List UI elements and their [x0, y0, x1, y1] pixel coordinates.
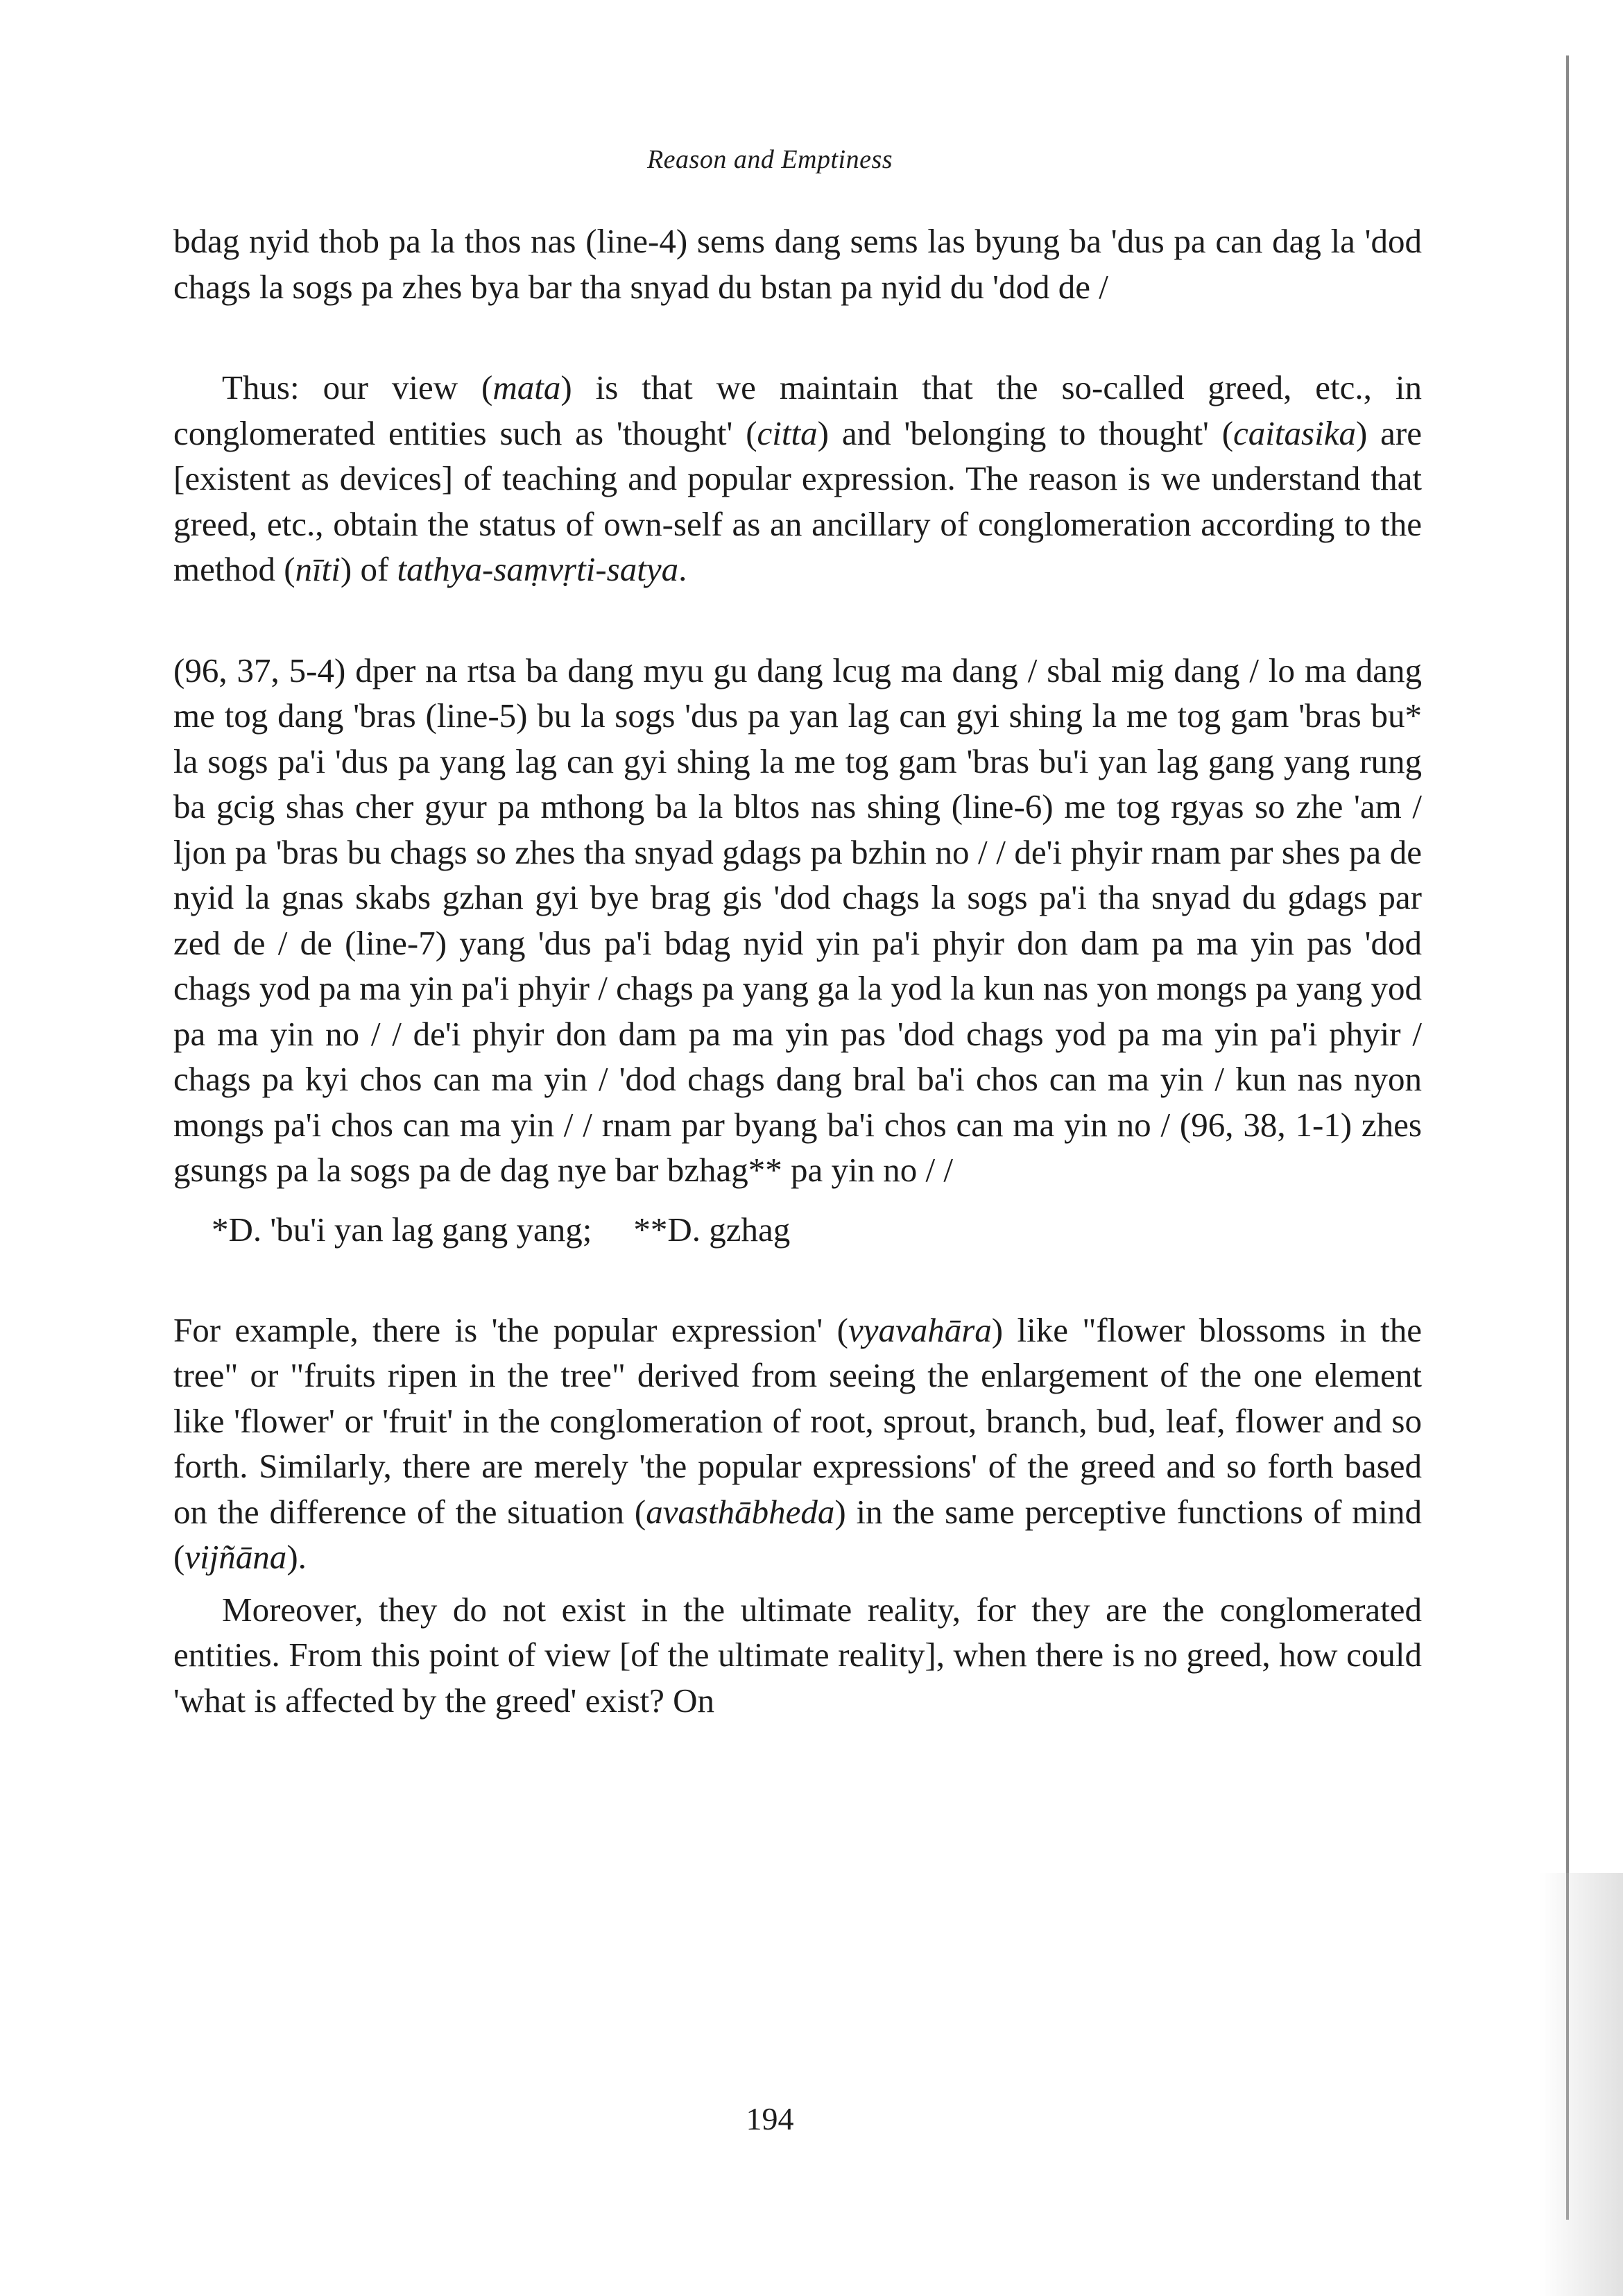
page-scan-shadow [1540, 1873, 1623, 2296]
english-translation-1: Thus: our view (mata) is that we maintain that the so-called greed, etc., in conglomerated entities such as 'thought' (citta) and 'belonging to thought' (caitasika) are [existent as devices] of teaching and popular expression. The reason is we understand that greed, etc., obtain the status of own-self as an ancillary of conglomeration according to the method (nīti) of tathya-saṃvṛti-satya. [173, 368, 1422, 588]
tibetan-passage-1: bdag nyid thob pa la thos nas (line-4) sems dang sems las byung ba 'dus pa can dag la 'dod chags la sogs pa zhes bya bar tha snyad du bstan pa nyid du 'dod de / [173, 222, 1422, 306]
footnote-line [173, 1207, 1422, 1252]
tibetan-passage-2: (96, 37, 5-4) dper na rtsa ba dang myu gu dang lcug ma dang / sbal mig dang / lo ma dang me tog dang 'bras (line-5) bu la sogs 'dus pa yan lag can gyi shing la me tog gam 'bras bu* la sogs pa'i 'dus pa yang lag can gyi shing la me tog gam 'bras bu'i yan lag gang yang rung ba gcig shas cher gyur pa mthong ba la bltos nas shing (line-6) me tog rgyas so zhe 'am / ljon pa 'bras bu chags so zhes tha snyad gdags pa bzhin no / / de'i phyir rnam par shes pa de nyid la gnas skabs gzhan gyi bye brag gis 'dod chags la sogs pa'i tha snyad du gdags par zed de / de (line-7) yang 'dus pa'i bdag nyid yin pa'i phyir don dam pa ma yin pas 'dod chags yod pa ma yin pa'i phyir / chags pa yang ga la yod la kun nas yon mongs pa yang yod pa ma yin no / / de'i phyir don dam pa ma yin pas 'dod chags yod pa ma yin pa'i phyir / chags pa kyi chos can ma yin / 'dod chags dang bral ba'i chos can ma yin / kun nas nyon mongs pa'i chos can ma yin / / rnam par byang ba'i chos can ma yin no / (96, 38, 1-1) zhes gsungs pa la sogs pa de dag nye bar bzhag** pa yin no / / [173, 651, 1422, 1189]
running-header: Reason and Emptiness [646, 145, 893, 174]
page-body [173, 219, 1422, 1723]
footnote-2: **D. gzhag [633, 1210, 791, 1249]
page-number: 194 [746, 2101, 794, 2136]
english-translation-3: Moreover, they do not exist in the ultimate reality, for they are the conglomerated entities. From this point of view [of the ultimate reality], when there is no greed, how could 'what is affected by the greed' exist? On [173, 1590, 1422, 1720]
english-translation-2: For example, there is 'the popular expression' (vyavahāra) like "flower blossoms in the tree" or "fruits ripen in the tree" derived from seeing the enlargement of the one element like 'flower' or 'fruit' in the conglomeration of root, sprout, branch, bud, leaf, flower and so forth. Similarly, there are merely 'the popular expressions' of the greed and so forth based on the difference of the situation (avasthābheda) in the same perceptive functions of mind (vijñāna). [173, 1310, 1423, 1576]
footnote-1: *D. 'bu'i yan lag gang yang; [212, 1210, 592, 1249]
